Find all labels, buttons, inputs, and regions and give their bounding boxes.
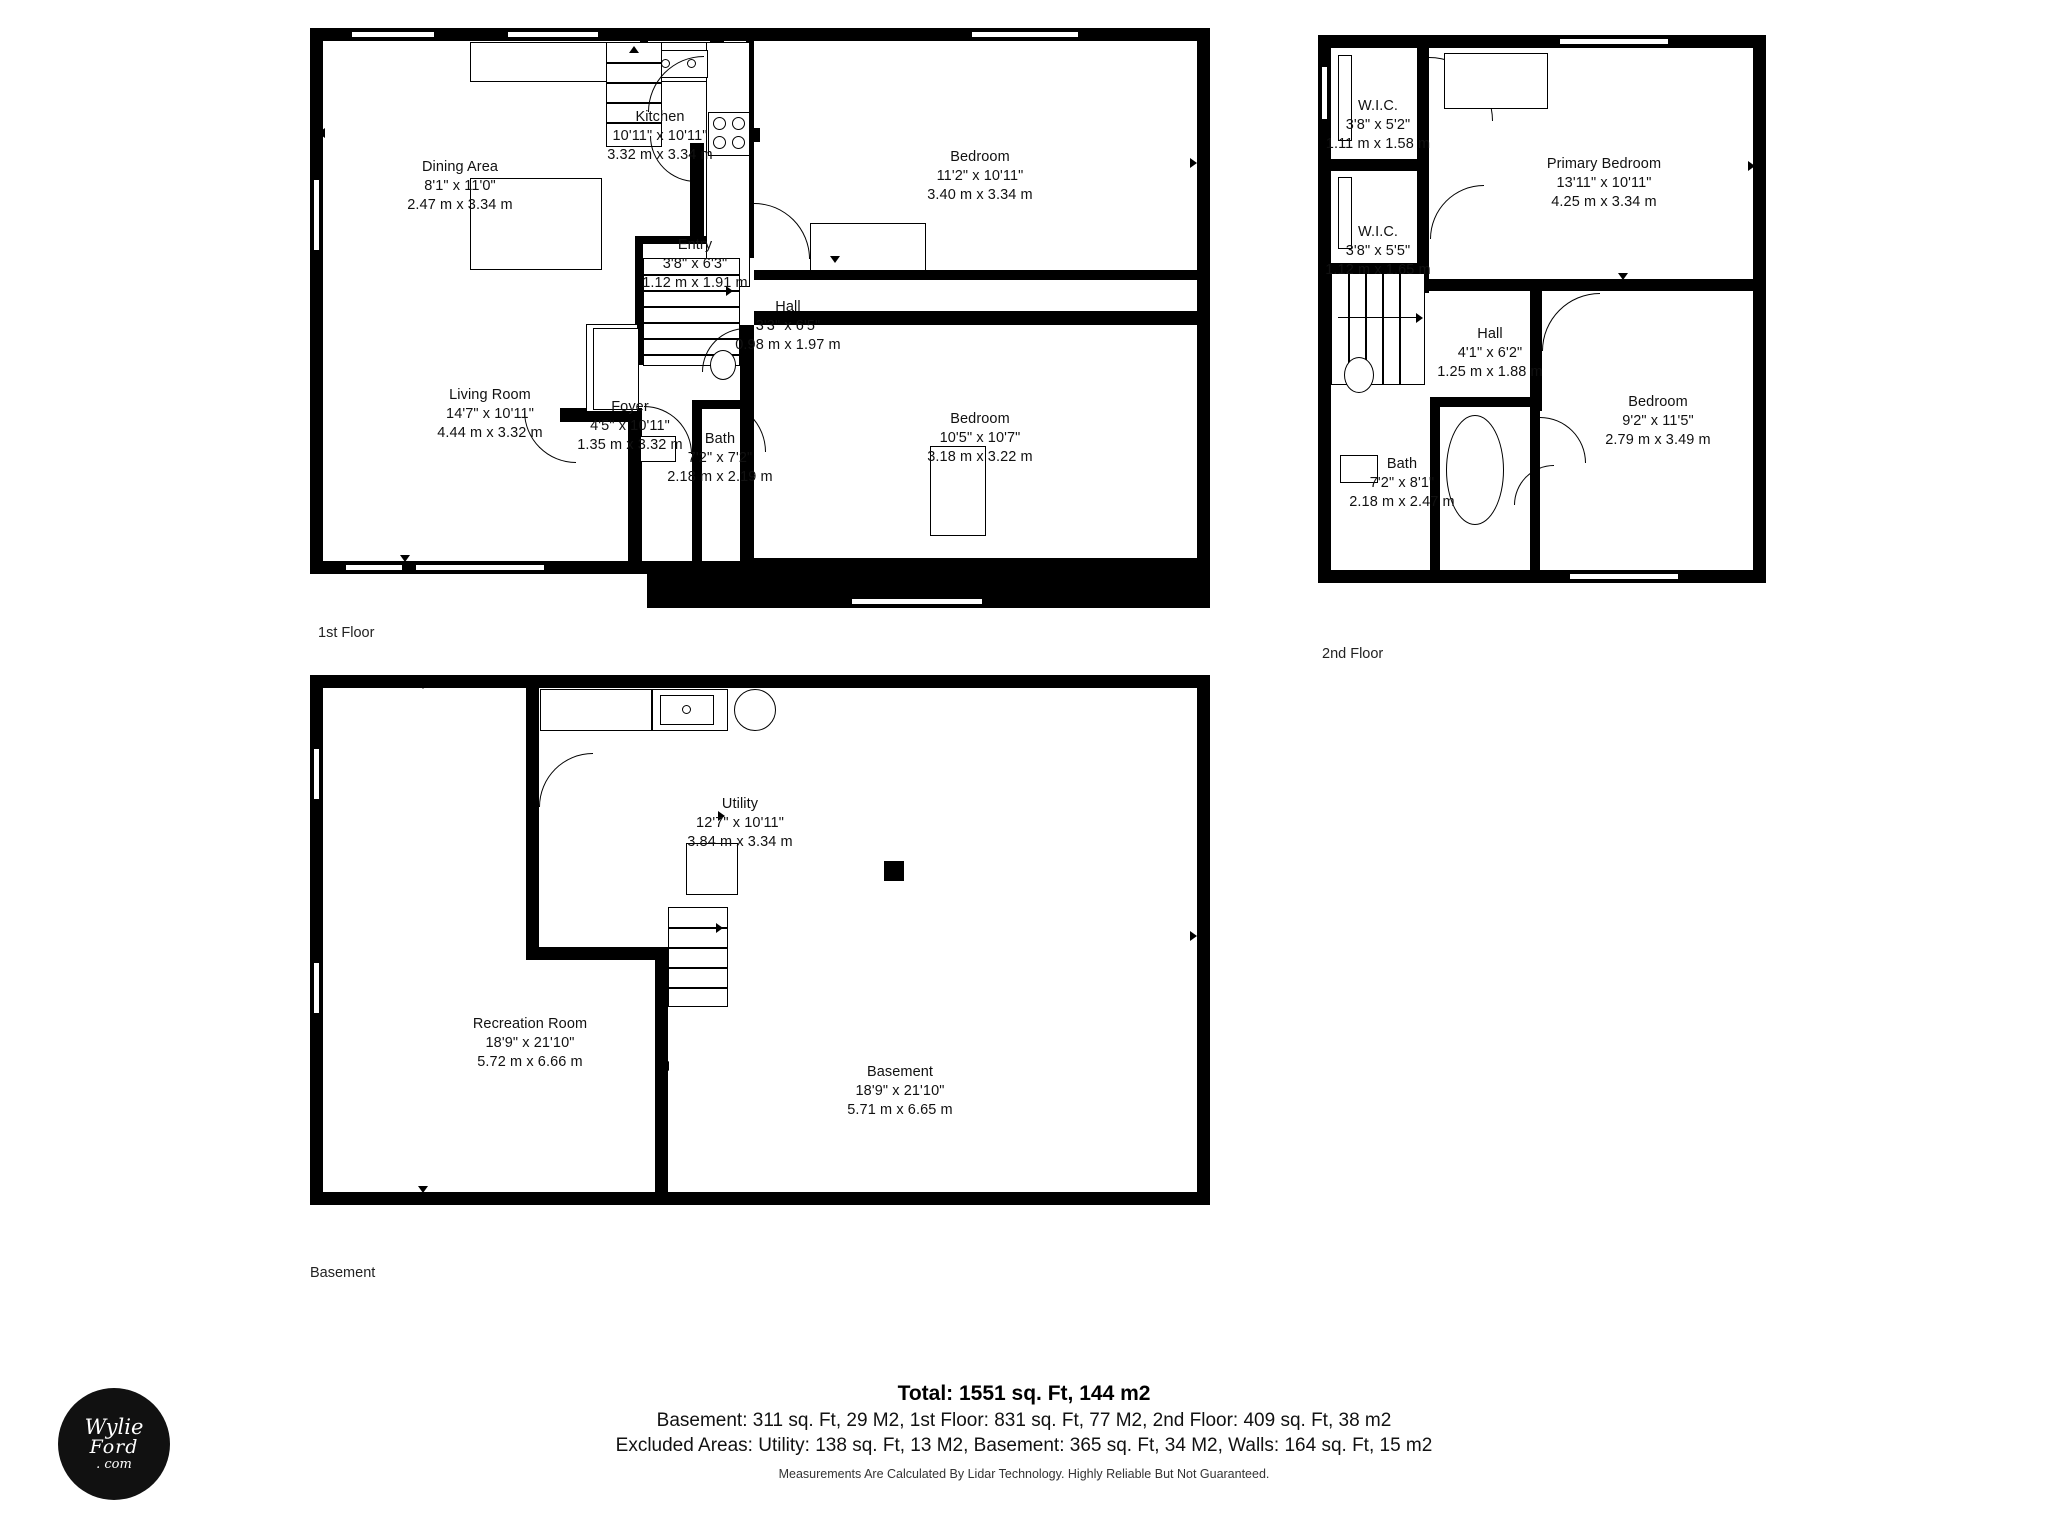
room-name: Kitchen: [635, 109, 685, 125]
room-dim-metric: 3.84 m x 3.34 m: [687, 834, 793, 851]
room-label-bedroom-lower: [880, 410, 1080, 467]
room-dim-metric: 5.71 m x 6.65 m: [847, 1102, 953, 1119]
room-label-bath: [1312, 455, 1492, 512]
utility-counter: [540, 689, 652, 731]
room-label-utility: [650, 795, 830, 852]
room-dim-imperial: 14'7" x 10'11": [446, 406, 534, 423]
dimension-tick-icon: [318, 128, 325, 138]
room-dim-imperial: 18'9" x 21'10": [855, 1083, 945, 1100]
floor-area-breakdown-text: Basement: 311 sq. Ft, 29 M2, 1st Floor: 831 sq. Ft, 77 M2, 2nd Floor: 409 sq. Ft, 38 m2: [656, 1410, 1392, 1431]
room-label-bedroom: [1548, 393, 1768, 450]
window-left-lower: [312, 961, 321, 1015]
room-label-hall: [688, 298, 888, 355]
room-name: Hall: [775, 299, 801, 315]
room-name: Bedroom: [1628, 394, 1688, 410]
wall-utility-bottom: [526, 947, 668, 960]
window-left-upper: [312, 747, 321, 801]
room-dim-metric: 1.12 m x 1.91 m: [642, 275, 748, 292]
room-dim-metric: 4.44 m x 3.32 m: [437, 425, 543, 442]
stair-tread: [1382, 273, 1384, 385]
room-label-wic-1: [1288, 97, 1468, 154]
room-label-bath: [650, 430, 790, 487]
wall-utility-left: [526, 688, 539, 960]
wall-exterior-right: [1197, 675, 1210, 1205]
room-name: Bedroom: [950, 411, 1010, 427]
room-dim-imperial: 3'3" x 6'5": [755, 318, 821, 335]
stair-tread: [606, 82, 662, 84]
wall-exterior-bottom: [1318, 570, 1766, 583]
window-bottom-living-a: [344, 563, 404, 572]
wall-bottom-black-band: [660, 561, 1197, 595]
room-name: Living Room: [449, 387, 531, 403]
dimension-tick-icon: [418, 682, 428, 689]
basement-plan: [310, 675, 1210, 1205]
logo-line-1: Wylie: [84, 1415, 144, 1440]
wall-exterior-top: [310, 675, 1210, 688]
room-dim-imperial: 11'2" x 10'11": [936, 168, 1024, 185]
stair-tread: [668, 987, 728, 989]
stair-direction-arrow: [672, 927, 718, 928]
room-name: Dining Area: [421, 159, 499, 175]
dimension-tick-icon: [1618, 273, 1628, 280]
room-label-kitchen: [560, 108, 760, 165]
room-dim-metric: 4.25 m x 3.34 m: [1551, 194, 1657, 211]
wall-exterior-top: [1318, 35, 1766, 48]
room-dim-metric: 1.25 m x 1.88 m: [1437, 364, 1543, 381]
stair-direction-arrow: [1338, 317, 1418, 318]
wall-bath-top: [1430, 397, 1542, 407]
room-name: Primary Bedroom: [1546, 156, 1662, 172]
disclaimer-text: Measurements Are Calculated By Lidar Technology. Highly Reliable But Not Guaranteed.: [778, 1467, 1270, 1481]
room-label-basement: [790, 1063, 1010, 1120]
water-heater: [734, 689, 776, 731]
room-dim-imperial: 12'7" x 10'11": [696, 815, 784, 832]
room-dim-imperial: 7'2" x 7'2": [687, 450, 753, 467]
room-name: Entry: [677, 237, 713, 253]
window-top-bedroom: [970, 30, 1080, 39]
wall-basement-divider: [655, 1035, 668, 1193]
second-floor-plan: [1318, 35, 1766, 583]
excluded-areas-text: Excluded Areas: Utility: 138 sq. Ft, 13 M2, Basement: 365 sq. Ft, 34 M2, Walls: 164 sq. Ft, 15 m2: [615, 1435, 1433, 1456]
wall-exterior-bottom: [310, 1192, 1210, 1205]
room-dim-imperial: 3'8" x 6'3": [662, 256, 728, 273]
stair-up-arrow-icon: [629, 46, 639, 53]
wall-bedroom-upper-band: [754, 270, 1197, 280]
wall-exterior-right: [1753, 35, 1766, 583]
room-dim-metric: 2.18 m x 2.47 m: [1349, 494, 1455, 511]
logo-line-2: Ford: [89, 1436, 139, 1459]
dimension-tick-icon: [662, 1061, 669, 1071]
room-dim-imperial: 7'2" x 8'1": [1369, 475, 1435, 492]
dimension-tick-icon: [418, 1186, 428, 1193]
first-floor-plan: [310, 28, 1210, 608]
room-dim-metric: 2.18 m x 2.19 m: [667, 469, 773, 486]
room-dim-imperial: 10'5" x 10'7": [939, 430, 1021, 447]
dimension-tick-icon: [400, 555, 410, 562]
room-dim-metric: 5.72 m x 6.66 m: [477, 1054, 583, 1071]
dimension-tick-icon: [1190, 158, 1197, 168]
room-dim-imperial: 4'1" x 6'2": [1457, 345, 1523, 362]
utility-sink-drain: [682, 705, 691, 714]
total-area-text: Total: 1551 sq. Ft, 144 m2: [897, 1382, 1151, 1405]
stair-arrow-head-icon: [1416, 313, 1423, 323]
window-bottom-living-b: [414, 563, 546, 572]
room-name: Recreation Room: [472, 1016, 588, 1032]
room-dim-metric: 3.32 m x 3.34 m: [607, 147, 713, 164]
stairs-basement: [668, 907, 728, 1007]
room-name: W.I.C.: [1357, 224, 1399, 240]
room-dim-metric: 0.98 m x 1.97 m: [735, 337, 841, 354]
room-dim-metric: 2.47 m x 3.34 m: [407, 197, 513, 214]
window-top-primary: [1558, 37, 1670, 46]
room-label-bedroom-upper: [880, 148, 1080, 205]
room-name: Bedroom: [950, 149, 1010, 165]
floor-caption-first: 1st Floor: [318, 625, 375, 641]
wall-primary-bottom: [1429, 279, 1753, 291]
room-name: Bath: [1386, 456, 1418, 472]
room-dim-imperial: 18'9" x 21'10": [485, 1035, 575, 1052]
floor-caption-second: 2nd Floor: [1322, 646, 1384, 662]
window-bottom-bedroom: [850, 597, 984, 606]
floor-caption-basement: Basement: [310, 1265, 376, 1281]
wall-utility-right-upper: [655, 947, 668, 1047]
room-name: W.I.C.: [1357, 98, 1399, 114]
room-dim-metric: 1.12 m x 1.65 m: [1325, 262, 1431, 279]
wall-wic-bottom-1: [1331, 159, 1429, 171]
room-name: Foyer: [611, 399, 649, 415]
room-dim-metric: 1.35 m x 3.32 m: [577, 437, 683, 454]
room-label-recreation-room: [420, 1015, 640, 1072]
room-dim-metric: 1.11 m x 1.58 m: [1325, 136, 1431, 153]
bed-upper-right: [810, 223, 926, 271]
room-label-wic-2: [1288, 223, 1468, 280]
room-name: Basement: [866, 1064, 934, 1080]
room-dim-imperial: 4'5" x 10'11": [590, 418, 670, 435]
kitchen-sink-drain: [661, 59, 670, 68]
room-dim-metric: 2.79 m x 3.49 m: [1605, 432, 1711, 449]
room-label-entry: [595, 236, 795, 293]
room-dim-imperial: 13'11" x 10'11": [1556, 175, 1652, 192]
window-bottom-bedroom: [1568, 572, 1680, 581]
room-name: Bath: [704, 431, 736, 447]
stair-arrow-head-icon: [716, 923, 723, 933]
room-label-dining-area: [360, 158, 560, 215]
room-name: Hall: [1477, 326, 1503, 342]
logo-line-3: . com: [96, 1457, 132, 1473]
stair-tread: [606, 62, 662, 64]
room-dim-metric: 3.18 m x 3.22 m: [927, 449, 1033, 466]
room-dim-metric: 3.40 m x 3.34 m: [927, 187, 1033, 204]
window-top-left: [350, 30, 436, 39]
dimension-tick-icon: [830, 256, 840, 263]
window-left-living: [312, 178, 321, 252]
room-dim-imperial: 10'11" x 10'11": [612, 128, 708, 145]
dimension-tick-icon: [1748, 161, 1755, 171]
window-top-dining: [506, 30, 600, 39]
room-label-hall: [1390, 325, 1590, 382]
wall-exterior-right: [1197, 28, 1210, 608]
dimension-tick-icon: [1190, 931, 1197, 941]
room-dim-imperial: 3'8" x 5'2": [1345, 117, 1411, 134]
stair-tread: [668, 967, 728, 969]
door-utility: [539, 753, 593, 807]
room-name: Utility: [721, 796, 759, 812]
bath-toilet: [1344, 357, 1374, 393]
area-summary: [0, 1382, 2048, 1481]
door-linen-closet: [1514, 465, 1554, 505]
room-dim-imperial: 3'8" x 5'5": [1345, 243, 1411, 260]
room-label-primary-bedroom: [1494, 155, 1714, 212]
room-dim-imperial: 9'2" x 11'5": [1622, 413, 1694, 430]
wall-exterior-left: [310, 28, 323, 574]
brand-logo: [58, 1388, 170, 1500]
room-dim-imperial: 8'1" x 11'0": [424, 178, 496, 195]
floor-drain: [884, 861, 904, 881]
stair-tread: [668, 947, 728, 949]
